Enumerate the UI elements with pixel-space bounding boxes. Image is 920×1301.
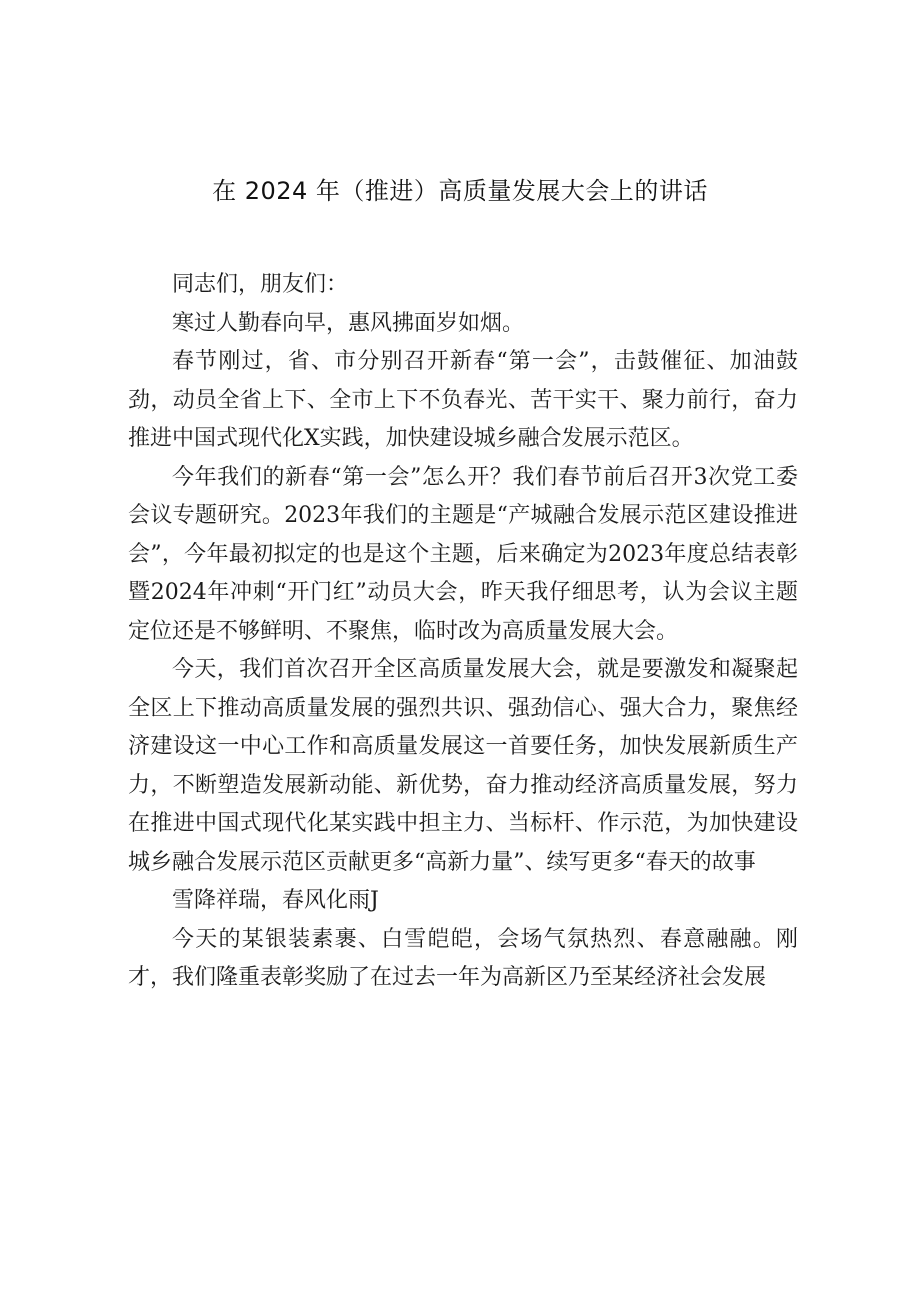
paragraph: 今年我们的新春“第一会”怎么开？我们春节前后召开3次党工委会议专题研究。2023年我们的主题是“产城融合发展示范区建设推进会”，今年最初拟定的也是这个主题，后来确定为2023年度总结表彰暨2024年冲刺“开门红”动员大会，昨天我仔细思考，认为会议主题定位还是不够鲜明、不聚焦，临时改为高质量发展大会。 <box>128 464 798 644</box>
paragraph: 寒过人勤春向早，惠风拂面岁如烟。 <box>172 310 525 336</box>
paragraph: 春节刚过，省、市分别召开新春“第一会”，击鼓催征、加油鼓劲，动员全省上下、全市上下不负春光、苦干实干、聚力前行，奋力推进中国式现代化X实践，加快建设城乡融合发展示范区。 <box>128 349 798 451</box>
document-body <box>128 266 798 998</box>
paragraph: 今天的某银装素裹、白雪皑皑，会场气氛热烈、春意融融。刚才，我们隆重表彰奖励了在过去一年为高新区乃至某经济社会发展 <box>128 926 798 990</box>
paragraph: 今天，我们首次召开全区高质量发展大会，就是要激发和凝聚起全区上下推动高质量发展的强烈共识、强劲信心、强大合力，聚焦经济建设这一中心工作和高质量发展这一首要任务，加快发展新质生产力，不断塑造发展新动能、新优势，奋力推动经济高质量发展，努力在推进中国式现代化某实践中担主力、当标杆、作示范，为加快建设城乡融合发展示范区贡献更多“高新力量”、续写更多“春天的故事 <box>128 657 798 875</box>
document-title: 在 2024 年（推进）高质量发展大会上的讲话 <box>212 177 708 205</box>
paragraph: 雪降祥瑞，春风化雨J <box>172 888 379 913</box>
paragraph: 同志们，朋友们： <box>172 272 349 297</box>
